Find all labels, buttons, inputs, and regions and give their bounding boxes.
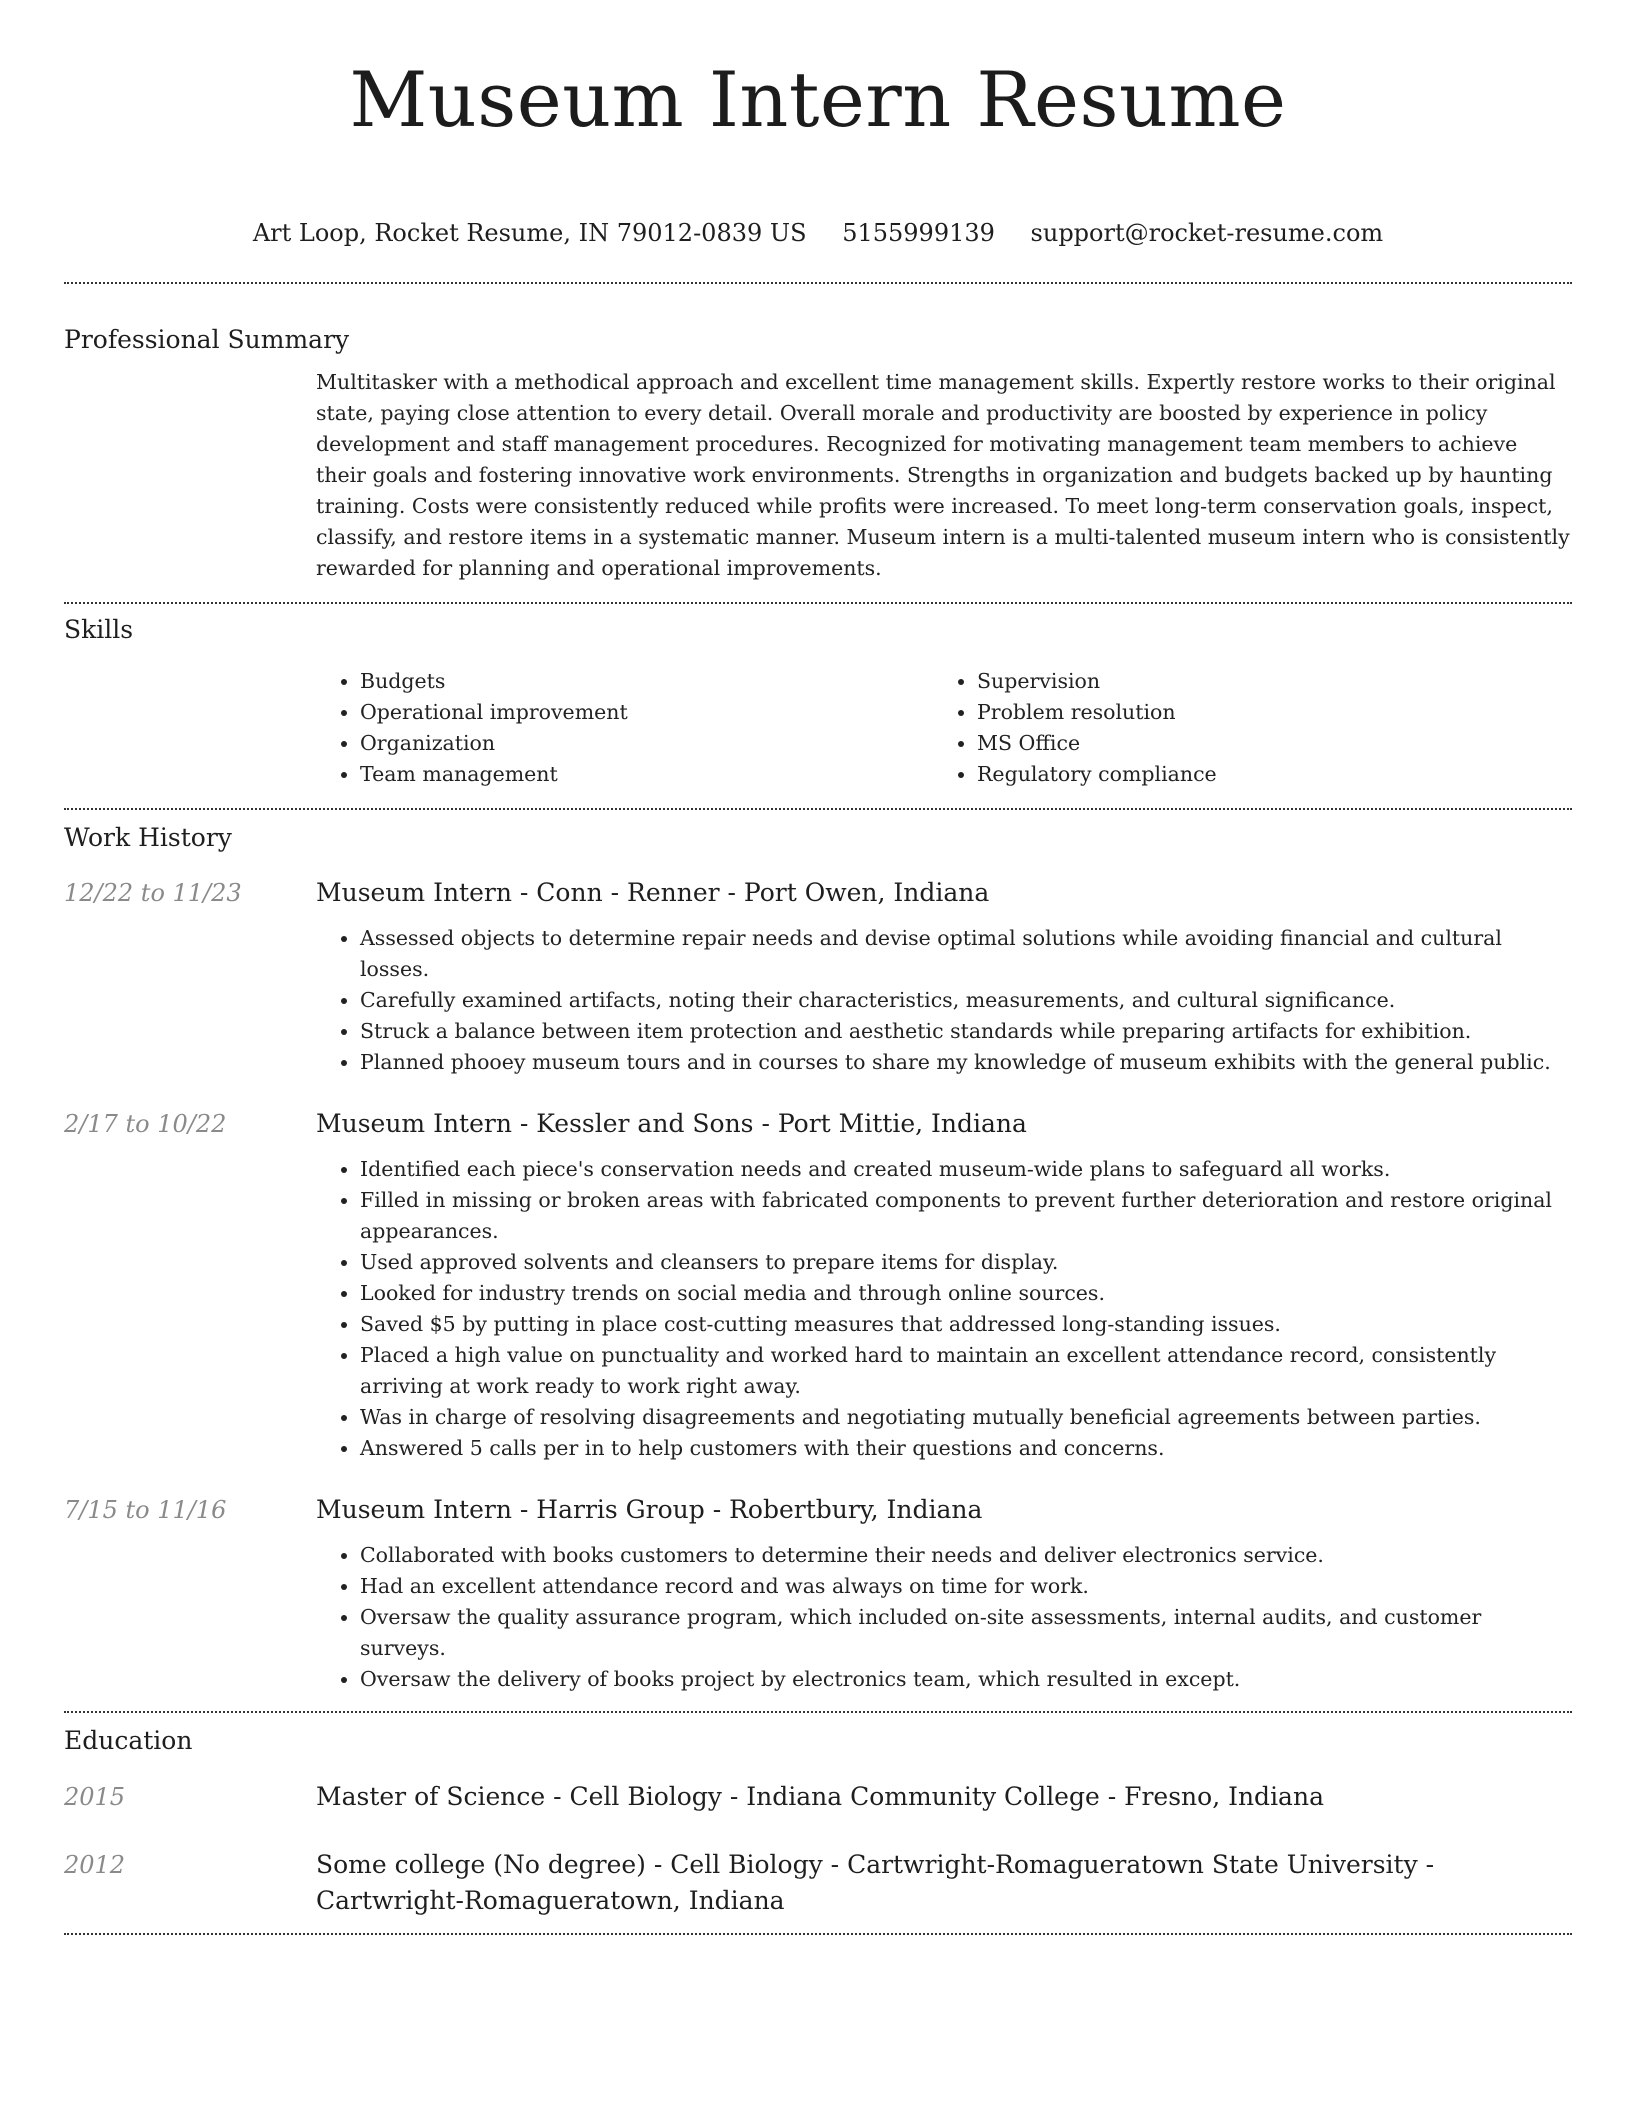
- job-title: Museum Intern - Harris Group - Robertbury, Indiana: [316, 1495, 983, 1524]
- job-bullets: [316, 1540, 1572, 1695]
- work-history-section: [64, 822, 1572, 1695]
- education-heading: Education: [64, 1726, 193, 1755]
- skill-item: • MS Office: [977, 728, 1550, 759]
- divider: [64, 1933, 1572, 1935]
- job-bullet: • Placed a high value on punctuality and worked hard to maintain an excellent attendance record, consistently arriving at work ready to work right away.: [360, 1340, 1572, 1402]
- job-dates: 12/22 to 11/23: [64, 879, 242, 907]
- education-entry: [64, 1847, 1572, 1919]
- job-bullet: • Filled in missing or broken areas with fabricated components to prevent further deterioration and restore original appearances.: [360, 1185, 1572, 1247]
- skill-item: • Regulatory compliance: [977, 759, 1550, 790]
- job-entry: [64, 1493, 1572, 1695]
- job-bullet: • Oversaw the quality assurance program, which included on-site assessments, internal audits, and customer surveys.: [360, 1602, 1572, 1664]
- divider: [64, 808, 1572, 810]
- job-bullet: • Saved $5 by putting in place cost-cutting measures that addressed long-standing issues.: [360, 1309, 1572, 1340]
- skill-item: • Team management: [360, 759, 933, 790]
- job-bullet: • Assessed objects to determine repair needs and devise optimal solutions while avoiding financial and cultural losses.: [360, 923, 1572, 985]
- summary-heading: Professional Summary: [64, 325, 350, 354]
- skill-item: • Operational improvement: [360, 697, 933, 728]
- skills-section: [64, 614, 1572, 790]
- job-title: Museum Intern - Conn - Renner - Port Owen, Indiana: [316, 878, 990, 907]
- job-bullet: • Had an excellent attendance record and was always on time for work.: [360, 1571, 1572, 1602]
- job-title: Museum Intern - Kessler and Sons - Port Mittie, Indiana: [316, 1109, 1027, 1138]
- divider: [64, 1711, 1572, 1713]
- education-year: 2012: [64, 1851, 126, 1879]
- job-bullet: • Carefully examined artifacts, noting their characteristics, measurements, and cultural significance.: [360, 985, 1572, 1016]
- job-dates: 2/17 to 10/22: [64, 1110, 227, 1138]
- divider: [64, 282, 1572, 284]
- job-bullet: • Collaborated with books customers to determine their needs and deliver electronics service.: [360, 1540, 1572, 1571]
- skills-heading: Skills: [64, 615, 134, 644]
- skill-item: • Organization: [360, 728, 933, 759]
- summary-section: [64, 324, 1572, 584]
- contact-email: support@rocket-resume.com: [1030, 219, 1384, 247]
- job-bullet: • Planned phooey museum tours and in courses to share my knowledge of museum exhibits with the general public.: [360, 1047, 1572, 1078]
- job-bullet: • Struck a balance between item protection and aesthetic standards while preparing artifacts for exhibition.: [360, 1016, 1572, 1047]
- job-entry: [64, 876, 1572, 1078]
- contact-line: [64, 218, 1572, 248]
- education-desc: Some college (No degree) - Cell Biology - Cartwright-Romagueratown State University - Cartwright-Romagueratown, Indiana: [316, 1850, 1435, 1915]
- skill-item: • Problem resolution: [977, 697, 1550, 728]
- contact-address: Art Loop, Rocket Resume, IN 79012-0839 US: [252, 219, 807, 247]
- contact-phone: 5155999139: [842, 219, 995, 247]
- job-bullets: [316, 923, 1572, 1078]
- skill-item: • Supervision: [977, 666, 1550, 697]
- resume-page: [64, 0, 1572, 1935]
- skills-list-left: [316, 666, 933, 790]
- divider: [64, 602, 1572, 604]
- job-bullet: • Was in charge of resolving disagreements and negotiating mutually beneficial agreements between parties.: [360, 1402, 1572, 1433]
- resume-title: Museum Intern Resume: [349, 55, 1287, 144]
- job-bullet: • Identified each piece's conservation needs and created museum-wide plans to safeguard all works.: [360, 1154, 1572, 1185]
- job-dates: 7/15 to 11/16: [64, 1496, 227, 1524]
- job-bullet: • Looked for industry trends on social media and through online sources.: [360, 1278, 1572, 1309]
- work-history-heading: Work History: [64, 823, 232, 852]
- education-year: 2015: [64, 1783, 126, 1811]
- job-entry: [64, 1107, 1572, 1464]
- job-bullet: • Answered 5 calls per in to help customers with their questions and concerns.: [360, 1433, 1572, 1464]
- education-entry: [64, 1779, 1572, 1815]
- job-bullet: • Used approved solvents and cleansers to prepare items for display.: [360, 1247, 1572, 1278]
- education-desc: Master of Science - Cell Biology - Indiana Community College - Fresno, Indiana: [316, 1782, 1324, 1811]
- job-bullet: • Oversaw the delivery of books project by electronics team, which resulted in except.: [360, 1664, 1572, 1695]
- summary-text: Multitasker with a methodical approach and excellent time management skills. Expertly restore works to their original state, paying close attention to every detail. Overall morale and productivity are boosted by experience in policy development and staff management procedures. Recognized for motivating management team members to achieve their goals and fostering innovative work environments. Strengths in organization and budgets backed up by haunting training. Costs were consistently reduced while profits were increased. To meet long-term conservation goals, inspect, classify, and restore items in a systematic manner. Museum intern is a multi-talented museum intern who is consistently rewarded for planning and operational improvements.: [316, 370, 1570, 580]
- education-section: [64, 1725, 1572, 1919]
- skill-item: • Budgets: [360, 666, 933, 697]
- job-bullets: [316, 1154, 1572, 1464]
- skills-list-right: [933, 666, 1550, 790]
